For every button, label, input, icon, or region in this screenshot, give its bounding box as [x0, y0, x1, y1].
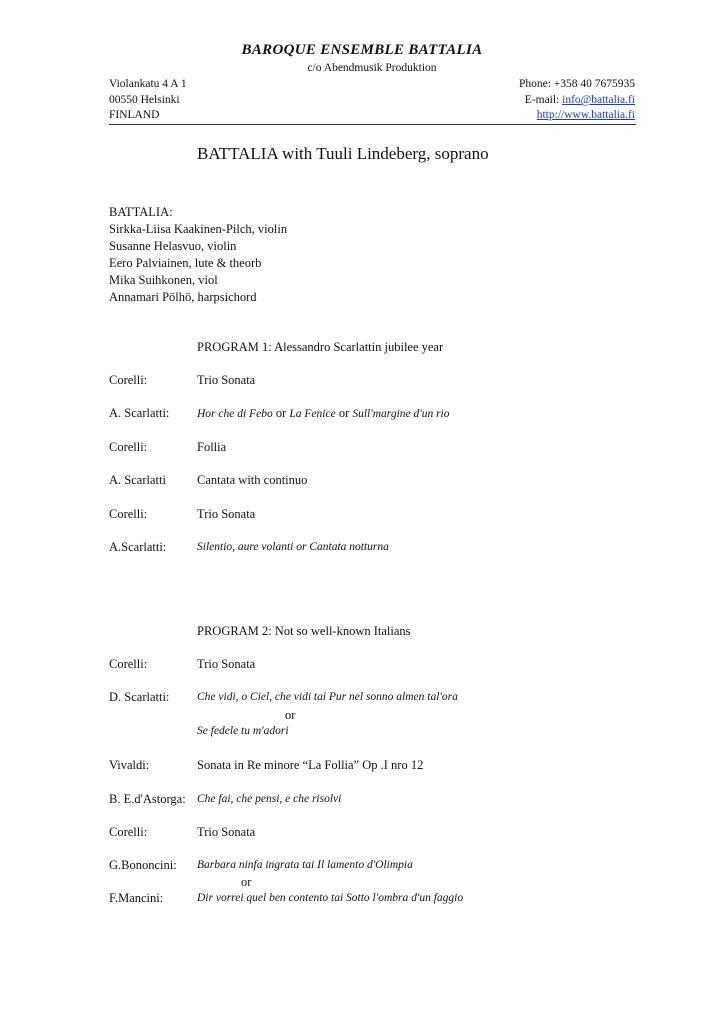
document-title: BATTALIA with Tuuli Lindeberg, soprano	[197, 144, 489, 163]
program2-work: Barbara ninfa ingrata tai Il lamento d'Olimpia	[197, 859, 413, 871]
address-line-city: 00550 Helsinki	[109, 94, 180, 106]
member-item: Sirkka-Liisa Kaakinen-Pilch, violin	[109, 222, 288, 236]
program2-composer: Corelli:	[109, 657, 148, 671]
program1-work: Trio Sonata	[197, 507, 256, 521]
member-item: Mika Suihkonen, viol	[109, 273, 218, 287]
program1-composer: A.Scarlatti:	[109, 540, 167, 554]
member-item: Eero Palviainen, lute & theorb	[109, 256, 262, 270]
program2-work-alt: Se fedele tu m'adori	[197, 725, 289, 737]
program1-composer: Corelli:	[109, 373, 148, 387]
program1-work	[197, 406, 450, 421]
or-connector: or	[241, 875, 252, 889]
program2-composer: Vivaldi:	[109, 758, 150, 772]
program1-composer: A. Scarlatti	[109, 473, 166, 487]
work-title: La Fenice	[289, 408, 336, 420]
program2-work: Sonata in Re minore “La Follia” Op .I nro 12	[197, 758, 424, 772]
website-line	[537, 109, 635, 121]
program1-work: Follia	[197, 440, 227, 454]
program1-composer: Corelli:	[109, 507, 148, 521]
email-label: E-mail:	[524, 94, 563, 106]
address-line-street: Violankatu 4 A 1	[109, 78, 187, 90]
care-of-line: c/o Abendmusik Produktion	[307, 62, 437, 74]
program2-composer: Corelli:	[109, 825, 148, 839]
website-link[interactable]: http://www.battalia.fi	[536, 109, 635, 121]
work-title: Hor che di Febo	[197, 408, 273, 420]
program2-work: Trio Sonata	[197, 657, 256, 671]
header-divider	[109, 124, 636, 125]
work-title: Sull'margine d'un rio	[352, 408, 450, 420]
or-connector: or	[272, 406, 290, 420]
or-connector: or	[335, 406, 353, 420]
program1-heading: PROGRAM 1: Alessandro Scarlattin jubilee year	[197, 340, 444, 354]
email-line	[525, 94, 635, 106]
or-connector: or	[285, 708, 296, 722]
program2-work: Trio Sonata	[197, 825, 256, 839]
program2-composer: F.Mancini:	[109, 891, 164, 905]
members-heading: BATTALIA:	[109, 205, 173, 219]
program2-composer: D. Scarlatti:	[109, 690, 170, 704]
program1-composer: Corelli:	[109, 440, 148, 454]
program2-composer: B. E.d'Astorga:	[109, 792, 186, 806]
program2-composer: G.Bononcini:	[109, 858, 177, 872]
phone-number: Phone: +358 40 7675935	[518, 78, 635, 90]
program1-work: Cantata with continuo	[197, 473, 308, 487]
program1-composer: A. Scarlatti:	[109, 406, 170, 420]
program2-heading: PROGRAM 2: Not so well-known Italians	[197, 624, 411, 638]
member-item: Susanne Helasvuo, violin	[109, 239, 237, 253]
program2-work: Che fai, che pensi, e che risolvi	[197, 793, 342, 805]
member-item: Annamari Pölhö, harpsichord	[109, 290, 257, 304]
program1-work: Trio Sonata	[197, 373, 256, 387]
email-link[interactable]: info@battalia.fi	[562, 94, 635, 106]
program1-work: Silentio, aure volanti or Cantata notturna	[197, 541, 389, 553]
program2-work: Che vidi, o Ciel, che vidi tai Pur nel sonno almen tal'ora	[197, 691, 458, 703]
address-line-country: FINLAND	[109, 109, 160, 121]
program2-work: Dir vorrei quel ben contento tai Sotto l'ombra d'un faggio	[197, 892, 464, 904]
ensemble-name: BAROQUE ENSEMBLE BATTALIA	[241, 42, 483, 58]
